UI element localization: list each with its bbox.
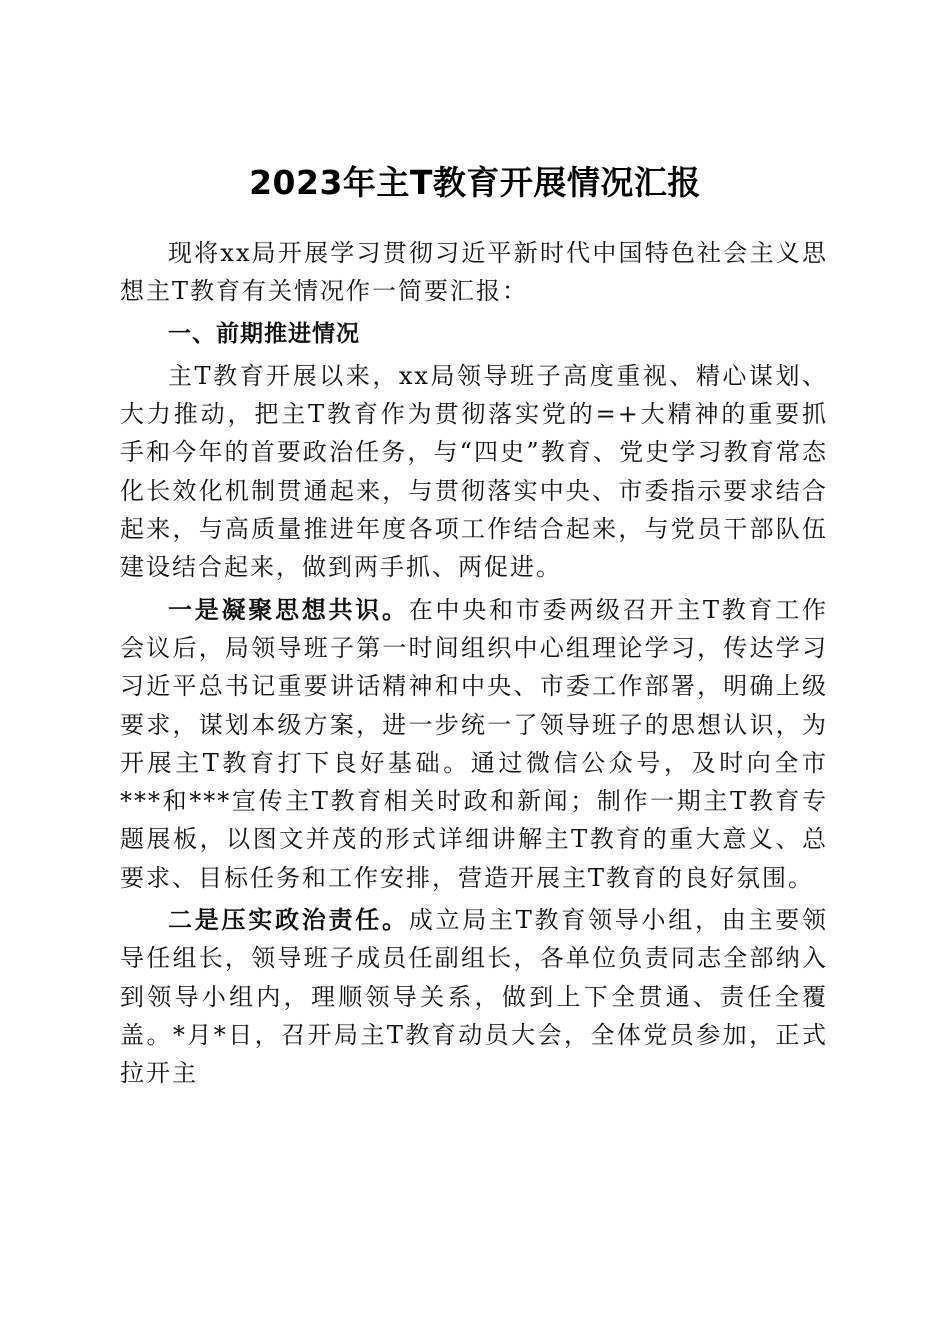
item-lead-2: 二是压实政治责任。 (168, 905, 409, 935)
item-text-1: 在中央和市委两级召开主T教育工作会议后，局领导班子第一时间组织中心组理论学习，传达学习习近平总书记重要讲话精神和中央、市委工作部署，明确上级要求，谋划本级方案，进一步统一了领导班子的思想认识，为开展主T教育打下良好基础。通过微信公众号，及时向全市***和***宣传主T教育相关时政和新闻；制作一期主T教育专题展板，以图文并茂的形式详细讲解主T教育的重大意义、总要求、目标任务和工作安排，营造开展主T教育的良好氛围。 (120, 595, 828, 892)
section-paragraph: 主T教育开展以来，xx局领导班子高度重视、精心谋划、大力推动，把主T教育作为贯彻落实党的=+大精神的重要抓手和今年的首要政治任务，与“四史”教育、党史学习教育常态化长效化机制贯通起来，与贯彻落实中央、市委指示要求结合起来，与高质量推进年度各项工作结合起来，与党员干部队伍建设结合起来，做到两手抓、两促进。 (120, 361, 828, 582)
section-heading: 一、前期推进情况 (168, 320, 360, 347)
item-paragraph-1 (120, 591, 828, 897)
item-text-2: 成立局主T教育领导小组，由主要领导任组长，领导班子成员任副组长，各单位负责同志全部纳入到领导小组内，理顺领导关系，做到上下全贯通、责任全覆盖。*月*日，召开局主T教育动员大会，全体党员参加，正式拉开主 (120, 906, 828, 1088)
document-body (120, 234, 828, 1093)
document-title: 2023年主T教育开展情况汇报 (249, 163, 701, 203)
item-lead-1: 一是凝聚思想共识。 (168, 594, 409, 624)
item-paragraph-2 (120, 901, 828, 1092)
intro-paragraph: 现将xx局开展学习贯彻习近平新时代中国特色社会主义思想主T教育有关情况作一简要汇报： (120, 239, 828, 306)
